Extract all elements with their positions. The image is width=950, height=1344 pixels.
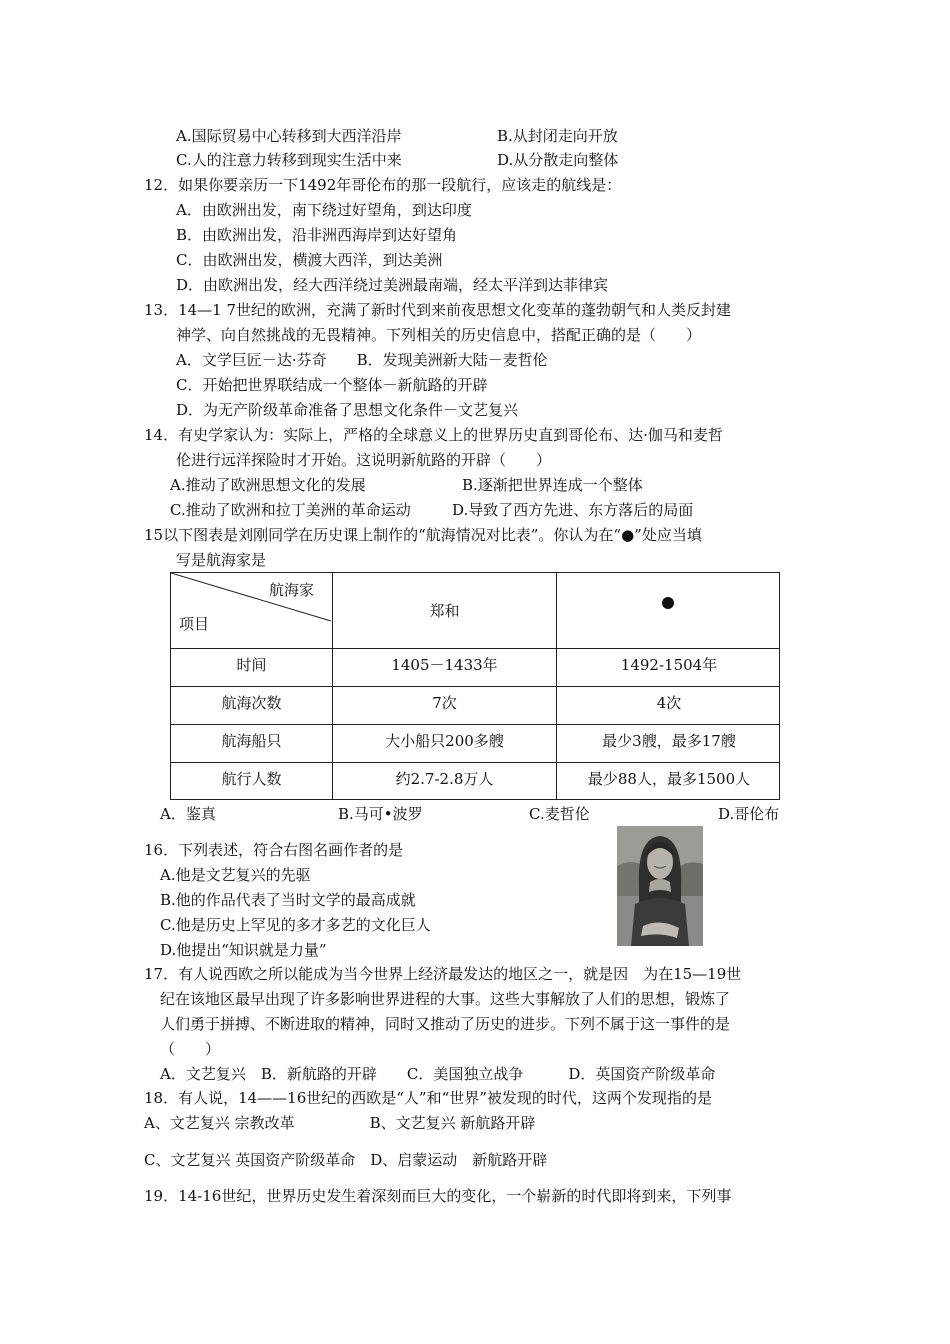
header-navigator-label: 航海家 [269, 581, 315, 599]
q14-stem-cont: 伦进行远洋探险时才开始。这说明新航路的开辟（ ） [176, 451, 552, 469]
row-label: 航海次数 [221, 694, 282, 712]
black-dot-marker [662, 597, 674, 609]
row-label: 航行人数 [221, 770, 282, 788]
q16-option-b: B.他的作品代表了当时文学的最高成就 [160, 891, 416, 909]
row-cell: 最少3艘，最多17艘 [602, 732, 736, 750]
q18-options-ab: A、文艺复兴 宗教改革 B、文艺复兴 新航路开辟 [144, 1114, 536, 1132]
q14-stem: 14．有史学家认为：实际上，严格的全球意义上的世界历史直到哥伦布、达·伽马和麦哲 [144, 426, 723, 444]
q15-stem: 15以下图表是刘刚同学在历史课上制作的“航海情况对比表”。你认为在“●”处应当填 [144, 526, 702, 544]
q15-option-d: D.哥伦布 [718, 805, 780, 823]
q11-option-d: D.从分散走向整体 [497, 151, 619, 169]
q17-answer-paren: （ ） [160, 1040, 221, 1058]
q11-option-a: A.国际贸易中心转移到大西洋沿岸 [176, 127, 402, 145]
q17-stem-cont: 纪在该地区最早出现了许多影响世界进程的大事。这些大事解放了人们的思想，锻炼了 [160, 990, 731, 1008]
q16-option-a: A.他是文艺复兴的先驱 [160, 866, 311, 884]
q13-stem-cont: 神学、向自然挑战的无畏精神。下列相关的历史信息中，搭配正确的是（ ） [176, 326, 702, 344]
row-label: 时间 [236, 656, 267, 674]
q12-option-c: C．由欧洲出发，横渡大西洋，到达美洲 [176, 251, 443, 269]
mona-lisa-painting [617, 826, 703, 946]
q15-stem-cont: 写是航海家是 [176, 551, 267, 569]
row-cell: 7次 [432, 694, 457, 712]
q13-option-c: C．开始把世界联结成一个整体－新航路的开辟 [176, 376, 488, 394]
row-cell: 1405－1433年 [391, 656, 498, 674]
q12-option-a: A．由欧洲出发，南下绕过好望角，到达印度 [176, 201, 472, 219]
q15-option-c: C.麦哲伦 [529, 805, 590, 823]
row-cell: 最少88人，最多1500人 [587, 770, 751, 788]
q17-options: A．文艺复兴 B．新航路的开辟 C．美国独立战争 D．英国资产阶级革命 [160, 1065, 716, 1083]
q12-option-d: D．由欧洲出发，经大西洋绕过美洲最南端，经太平洋到达菲律宾 [176, 276, 609, 294]
row-cell: 1492-1504年 [620, 656, 718, 674]
q14-option-d: D.导致了西方先进、东方落后的局面 [452, 501, 694, 519]
q17-stem: 17．有人说西欧之所以能成为当今世界上经济最发达的地区之一，就是因 为在15—19世 [144, 965, 742, 983]
row-cell: 4次 [656, 694, 682, 712]
q14-option-c: C.推动了欧洲和拉丁美洲的革命运动 [170, 501, 411, 519]
q17-stem-cont2: 人们勇于拼搏、不断进取的精神，同时又推动了历史的进步。下列不属于这一事件的是 [160, 1015, 731, 1033]
header-item-label: 项目 [179, 615, 210, 633]
q15-option-a: A．鉴真 [160, 805, 216, 823]
q13-option-ab: A．文学巨匠－达·芬奇 B．发现美洲新大陆－麦哲伦 [176, 351, 548, 369]
q16-option-d: D.他提出“知识就是力量” [160, 941, 327, 959]
q15-option-b: B.马可•波罗 [338, 805, 423, 823]
row-label: 航海船只 [221, 732, 282, 750]
q13-option-d: D．为无产阶级革命准备了思想文化条件－文艺复兴 [176, 401, 519, 419]
row-cell: 约2.7-2.8万人 [395, 770, 494, 788]
q12-option-b: B．由欧洲出发，沿非洲西海岸到达好望角 [176, 226, 458, 244]
header-zhenghe: 郑和 [429, 602, 460, 620]
q14-option-b: B.逐渐把世界连成一个整体 [462, 476, 643, 494]
q16-stem: 16．下列表述，符合右图名画作者的是 [144, 841, 404, 859]
q19-stem: 19．14-16世纪，世界历史发生着深刻而巨大的变化，一个崭新的时代即将到来，下列事 [144, 1187, 732, 1205]
q18-options-cd: C、文艺复兴 英国资产阶级革命 D、启蒙运动 新航路开辟 [144, 1151, 548, 1169]
q13-stem: 13．14—1 7世纪的欧洲，充满了新时代到来前夜思想文化变革的蓬勃朝气和人类反封建 [144, 301, 732, 319]
q12-stem: 12．如果你要亲历一下1492年哥伦布的那一段航行，应该走的航线是： [144, 176, 622, 194]
q18-stem: 18．有人说，14——16世纪的西欧是“人”和“世界”被发现的时代，这两个发现指的是 [144, 1089, 712, 1107]
q16-option-c: C.他是历史上罕见的多才多艺的文化巨人 [160, 916, 431, 934]
q14-option-a: A.推动了欧洲思想文化的发展 [170, 476, 366, 494]
row-cell: 大小船只200多艘 [385, 732, 504, 750]
q11-option-c: C.人的注意力转移到现实生活中来 [176, 151, 402, 169]
voyage-comparison-table [170, 572, 780, 800]
q11-option-b: B.从封闭走向开放 [497, 127, 618, 145]
